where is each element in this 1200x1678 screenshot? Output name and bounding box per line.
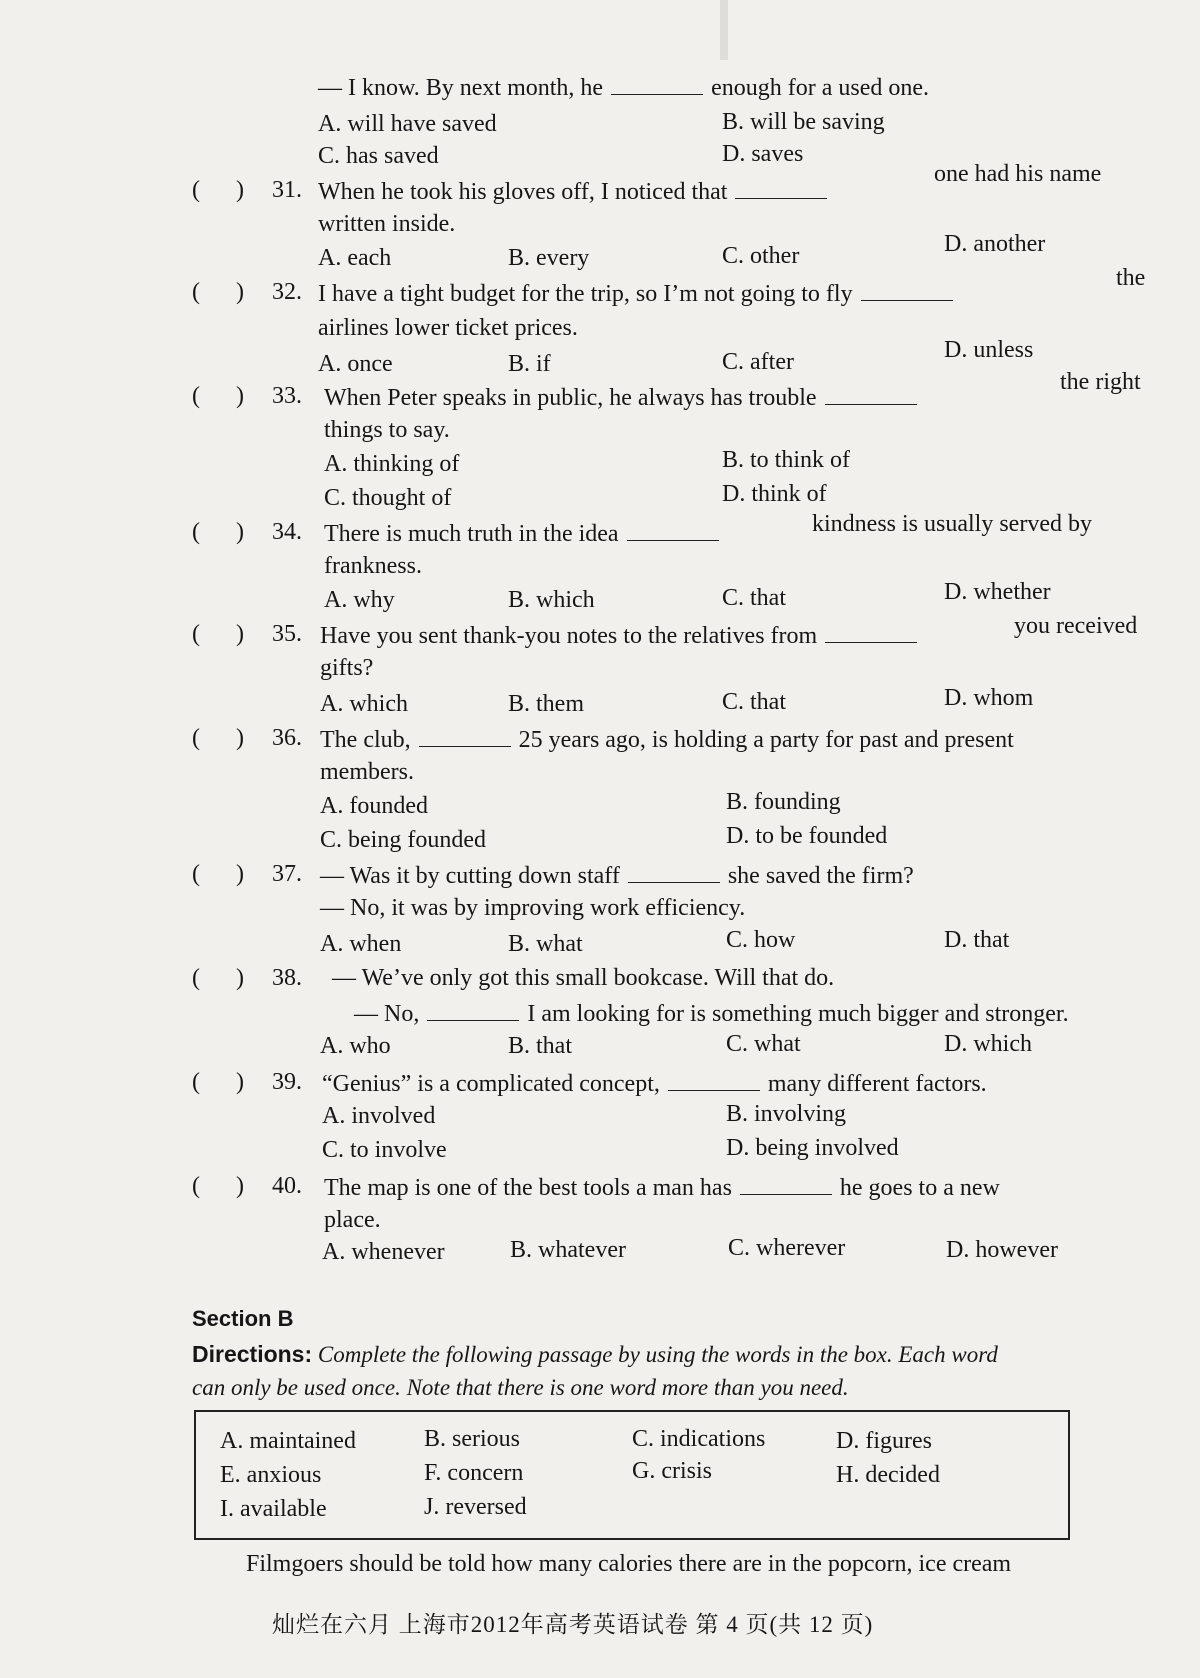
answer-blank (611, 72, 703, 95)
q33-stem (324, 382, 925, 412)
question-number: 35. (272, 621, 302, 647)
answer-blank (427, 998, 519, 1021)
answer-blank (861, 278, 953, 301)
q33-option-a: A. thinking of (324, 451, 460, 477)
answer-blank (419, 724, 511, 747)
directions-text-1: Complete the following passage by using the words in the box. Each word (317, 1342, 998, 1367)
word-option: B. serious (424, 1426, 520, 1452)
q35-stem-cont: gifts? (320, 655, 374, 681)
answer-paren: ( ) (192, 725, 244, 751)
q36-option-c: C. being founded (320, 827, 486, 853)
q34-option-c: C. that (722, 585, 786, 611)
word-option: A. maintained (220, 1428, 356, 1454)
answer-blank (627, 518, 719, 541)
page-footer: 灿烂在六月 上海市2012年高考英语试卷 第 4 页(共 12 页) (272, 1612, 874, 1637)
word-option: F. concern (424, 1460, 524, 1486)
q33-option-b: B. to think of (722, 447, 851, 473)
q35-after: you received (1014, 613, 1138, 639)
q31-stem-text: When he took his gloves off, I noticed that (318, 179, 728, 205)
q34-stem (324, 518, 727, 548)
q33-option-d: D. think of (722, 481, 827, 507)
q30-option-b: B. will be saving (722, 109, 885, 135)
q36-stem (320, 724, 1014, 754)
question-number: 31. (272, 177, 302, 203)
answer-paren: ( ) (192, 621, 244, 647)
q31-option-b: B. every (508, 245, 590, 271)
q38-option-b: B. that (508, 1033, 572, 1059)
q38-option-d: D. which (944, 1031, 1032, 1057)
q37-stem-text: — Was it by cutting down staff (320, 863, 620, 889)
q36-stem-cont: members. (320, 759, 414, 785)
passage-first-line: Filmgoers should be told how many calories there are in the popcorn, ice cream (246, 1551, 1012, 1577)
q34-option-d: D. whether (944, 579, 1051, 605)
q39-after-text: many different factors. (767, 1071, 987, 1097)
word-option: C. indications (632, 1426, 766, 1452)
q30-option-a: A. will have saved (318, 111, 497, 137)
q40-option-c: C. wherever (728, 1235, 846, 1261)
scan-shadow (720, 0, 728, 60)
q33-after: the right (1060, 369, 1141, 395)
directions-text-2: can only be used once. Note that there is one word more than you need. (192, 1375, 849, 1400)
q30-option-c: C. has saved (318, 143, 439, 169)
q37-option-c: C. how (726, 927, 796, 953)
question-number: 36. (272, 725, 302, 751)
q32-option-b: B. if (508, 351, 551, 377)
word-option: E. anxious (220, 1462, 322, 1488)
q39-option-b: B. involving (726, 1101, 847, 1127)
q40-option-b: B. whatever (510, 1237, 626, 1263)
q36-option-a: A. founded (320, 793, 428, 819)
q38-stem-cont (354, 998, 1069, 1028)
answer-blank (825, 382, 917, 405)
q40-option-a: A. whenever (322, 1239, 445, 1265)
word-option: D. figures (836, 1428, 932, 1454)
q39-option-a: A. involved (322, 1103, 436, 1129)
directions-line-2 (192, 1374, 849, 1402)
answer-blank (825, 620, 917, 643)
answer-blank (668, 1068, 760, 1091)
answer-paren: ( ) (192, 965, 244, 991)
q30-dialog-text: — I know. By next month, he (318, 75, 604, 101)
q36-option-b: B. founding (726, 789, 841, 815)
q31-stem-cont: written inside. (318, 211, 456, 237)
directions-label: Directions: (192, 1341, 313, 1367)
question-number: 37. (272, 861, 302, 887)
q40-after-text: he goes to a new (839, 1175, 1000, 1201)
q32-stem-text: I have a tight budget for the trip, so I’m not going to fly (318, 281, 853, 307)
word-bank-box (194, 1410, 1070, 1540)
q38-stem: — We’ve only got this small bookcase. Will that do. (332, 965, 835, 991)
q40-stem-cont: place. (324, 1207, 381, 1233)
word-option: H. decided (836, 1462, 940, 1488)
q36-stem-text: The club, (320, 727, 411, 753)
q31-option-d: D. another (944, 231, 1046, 257)
answer-paren: ( ) (192, 383, 244, 409)
q40-stem-text: The map is one of the best tools a man has (324, 1175, 732, 1201)
q37-after-text: she saved the firm? (727, 863, 914, 889)
q38-reply-start: — No, (354, 1001, 420, 1027)
q35-stem (320, 620, 925, 650)
answer-paren: ( ) (192, 861, 244, 887)
q35-option-b: B. them (508, 691, 584, 717)
answer-paren: ( ) (192, 1069, 244, 1095)
q31-after: one had his name (934, 161, 1102, 187)
word-option: G. crisis (632, 1458, 712, 1484)
q40-stem (324, 1172, 1000, 1202)
question-number: 34. (272, 519, 302, 545)
q39-option-c: C. to involve (322, 1137, 447, 1163)
q32-option-c: C. after (722, 349, 794, 375)
q36-option-d: D. to be founded (726, 823, 888, 849)
q31-stem (318, 176, 835, 206)
directions-line-1 (192, 1340, 998, 1369)
q32-stem-cont: airlines lower ticket prices. (318, 315, 578, 341)
q34-stem-text: There is much truth in the idea (324, 521, 619, 547)
q31-option-c: C. other (722, 243, 800, 269)
q37-option-d: D. that (944, 927, 1010, 953)
q37-stem (320, 860, 914, 890)
q34-option-b: B. which (508, 587, 595, 613)
q39-stem-text: “Genius” is a complicated concept, (322, 1071, 660, 1097)
q30-option-d: D. saves (722, 141, 804, 167)
q31-option-a: A. each (318, 245, 392, 271)
answer-paren: ( ) (192, 279, 244, 305)
question-number: 39. (272, 1069, 302, 1095)
q38-reply-rest: I am looking for is something much bigger and stronger. (527, 1001, 1069, 1027)
question-number: 32. (272, 279, 302, 305)
q36-after-text: 25 years ago, is holding a party for past and present (518, 727, 1014, 753)
question-number: 40. (272, 1173, 302, 1199)
q40-option-d: D. however (946, 1237, 1058, 1263)
section-b-title: Section B (192, 1306, 294, 1331)
answer-paren: ( ) (192, 177, 244, 203)
answer-blank (628, 860, 720, 883)
q37-option-b: B. what (508, 931, 583, 957)
q33-option-c: C. thought of (324, 485, 452, 511)
q32-option-d: D. unless (944, 337, 1034, 363)
q30-dialog-line (318, 72, 929, 102)
q39-option-d: D. being involved (726, 1135, 899, 1161)
q35-option-a: A. which (320, 691, 408, 717)
q38-option-a: A. who (320, 1033, 391, 1059)
q39-stem (322, 1068, 987, 1098)
q38-option-c: C. what (726, 1031, 801, 1057)
q34-after: kindness is usually served by (812, 511, 1092, 537)
word-option: J. reversed (424, 1494, 527, 1520)
word-option: I. available (220, 1496, 327, 1522)
q33-stem-text: When Peter speaks in public, he always has trouble (324, 385, 817, 411)
question-number: 38. (272, 965, 302, 991)
q35-option-c: C. that (722, 689, 786, 715)
answer-paren: ( ) (192, 519, 244, 545)
q35-stem-text: Have you sent thank-you notes to the relatives from (320, 623, 818, 649)
q32-option-a: A. once (318, 351, 393, 377)
q34-stem-cont: frankness. (324, 553, 422, 579)
q37-stem-cont: — No, it was by improving work efficiency. (320, 895, 746, 921)
q37-option-a: A. when (320, 931, 402, 957)
q33-stem-cont: things to say. (324, 417, 450, 443)
answer-blank (740, 1172, 832, 1195)
q32-stem (318, 278, 961, 308)
q34-option-a: A. why (324, 587, 395, 613)
q30-after-text: enough for a used one. (711, 75, 930, 101)
answer-paren: ( ) (192, 1173, 244, 1199)
q35-option-d: D. whom (944, 685, 1034, 711)
answer-blank (735, 176, 827, 199)
q32-after: the (1116, 265, 1146, 291)
question-number: 33. (272, 383, 302, 409)
